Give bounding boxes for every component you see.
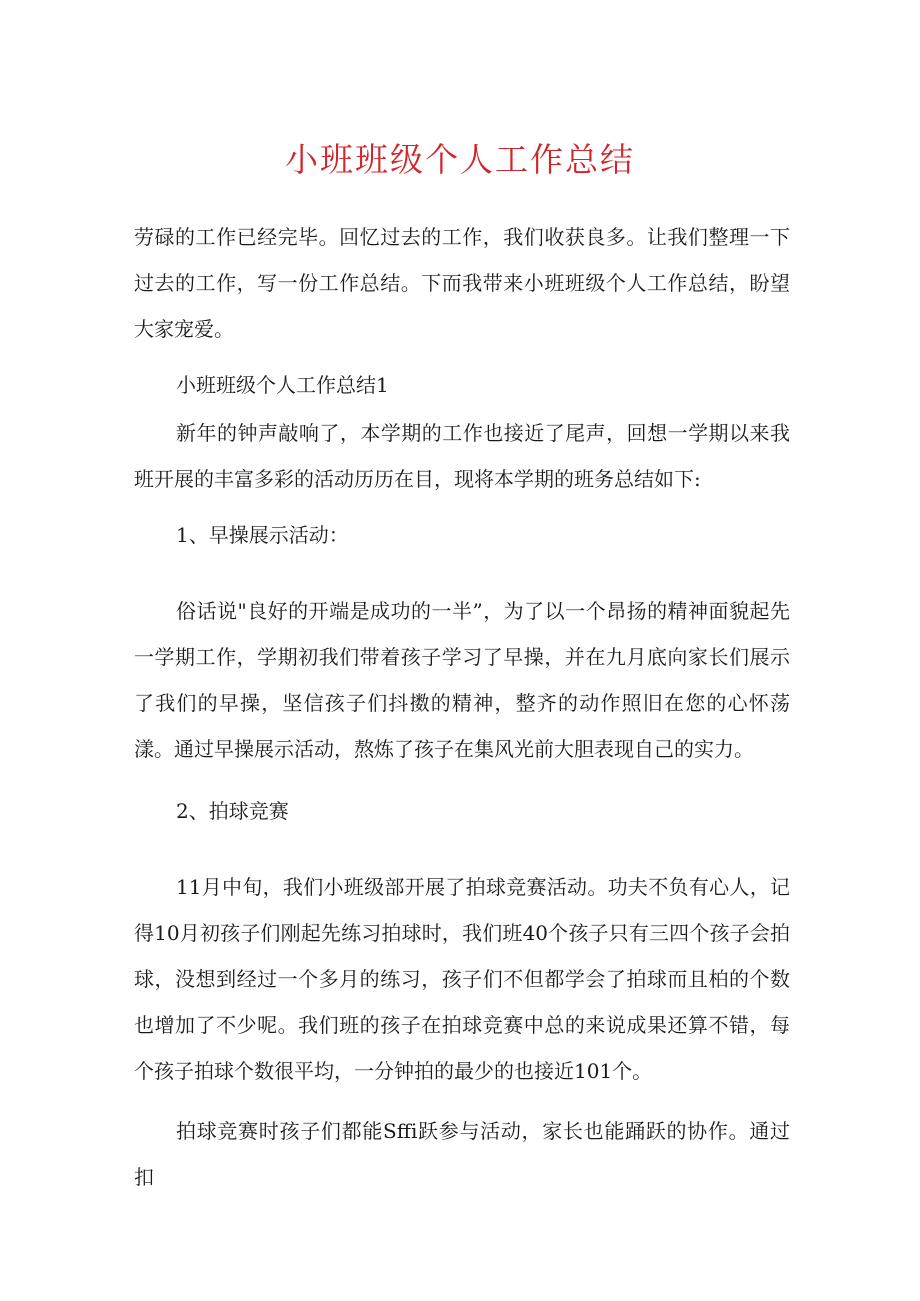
heading-ball-competition: 2、拍球竞赛 xyxy=(176,799,289,823)
paragraph-2: 俗话说"良好的开端是成功的一半”，为了以一个昂扬的精神面貌起先一学期工作，学期初我们带着孩子学习了早操，并在九月底向家长们展示了我们的早操，坚信孩子们抖擞的精神，整齐的动作照旧在您的心怀荡漾。通过早操展示活动，熬炼了孩子在集风光前大胆表现自己的实力。 xyxy=(134,599,790,761)
paragraph-4: 拍球竞赛时孩子们都能Sffi跃参与活动，家长也能踊跃的协作。通过扣 xyxy=(134,1119,790,1189)
paragraph-1: 新年的钟声敲响了，本学期的工作也接近了尾声，回想一学期以来我班开展的丰富多彩的活动历历在目，现将本学期的班务总结如下: xyxy=(134,421,790,491)
heading-morning-exercise: 1、早操展示活动： xyxy=(176,523,349,547)
intro-paragraph: 劳碌的工作已经完毕。回忆过去的工作，我们收获良多。让我们整理一下过去的工作，写一份工作总结。下而我带来小班班级个人工作总结，盼望大家宠爱。 xyxy=(134,225,790,341)
document-title: 小班班级个人工作总结 xyxy=(285,140,635,179)
section-title: 小班班级个人工作总结1 xyxy=(176,373,389,397)
paragraph-3: 11月中旬，我们小班级部开展了拍球竞赛活动。功夫不负有心人，记得10月初孩子们刚起先练习拍球时，我们班40个孩子只有三四个孩子会拍球，没想到经过一个多月的练习，孩子们不但都学会了拍球而且柏的个数也增加了不少呢。我们班的孩子在拍球竞赛中总的来说成果还算不错，每个孩子拍球个数很平均，一分钟拍的最少的也接近101个。 xyxy=(134,875,790,1083)
